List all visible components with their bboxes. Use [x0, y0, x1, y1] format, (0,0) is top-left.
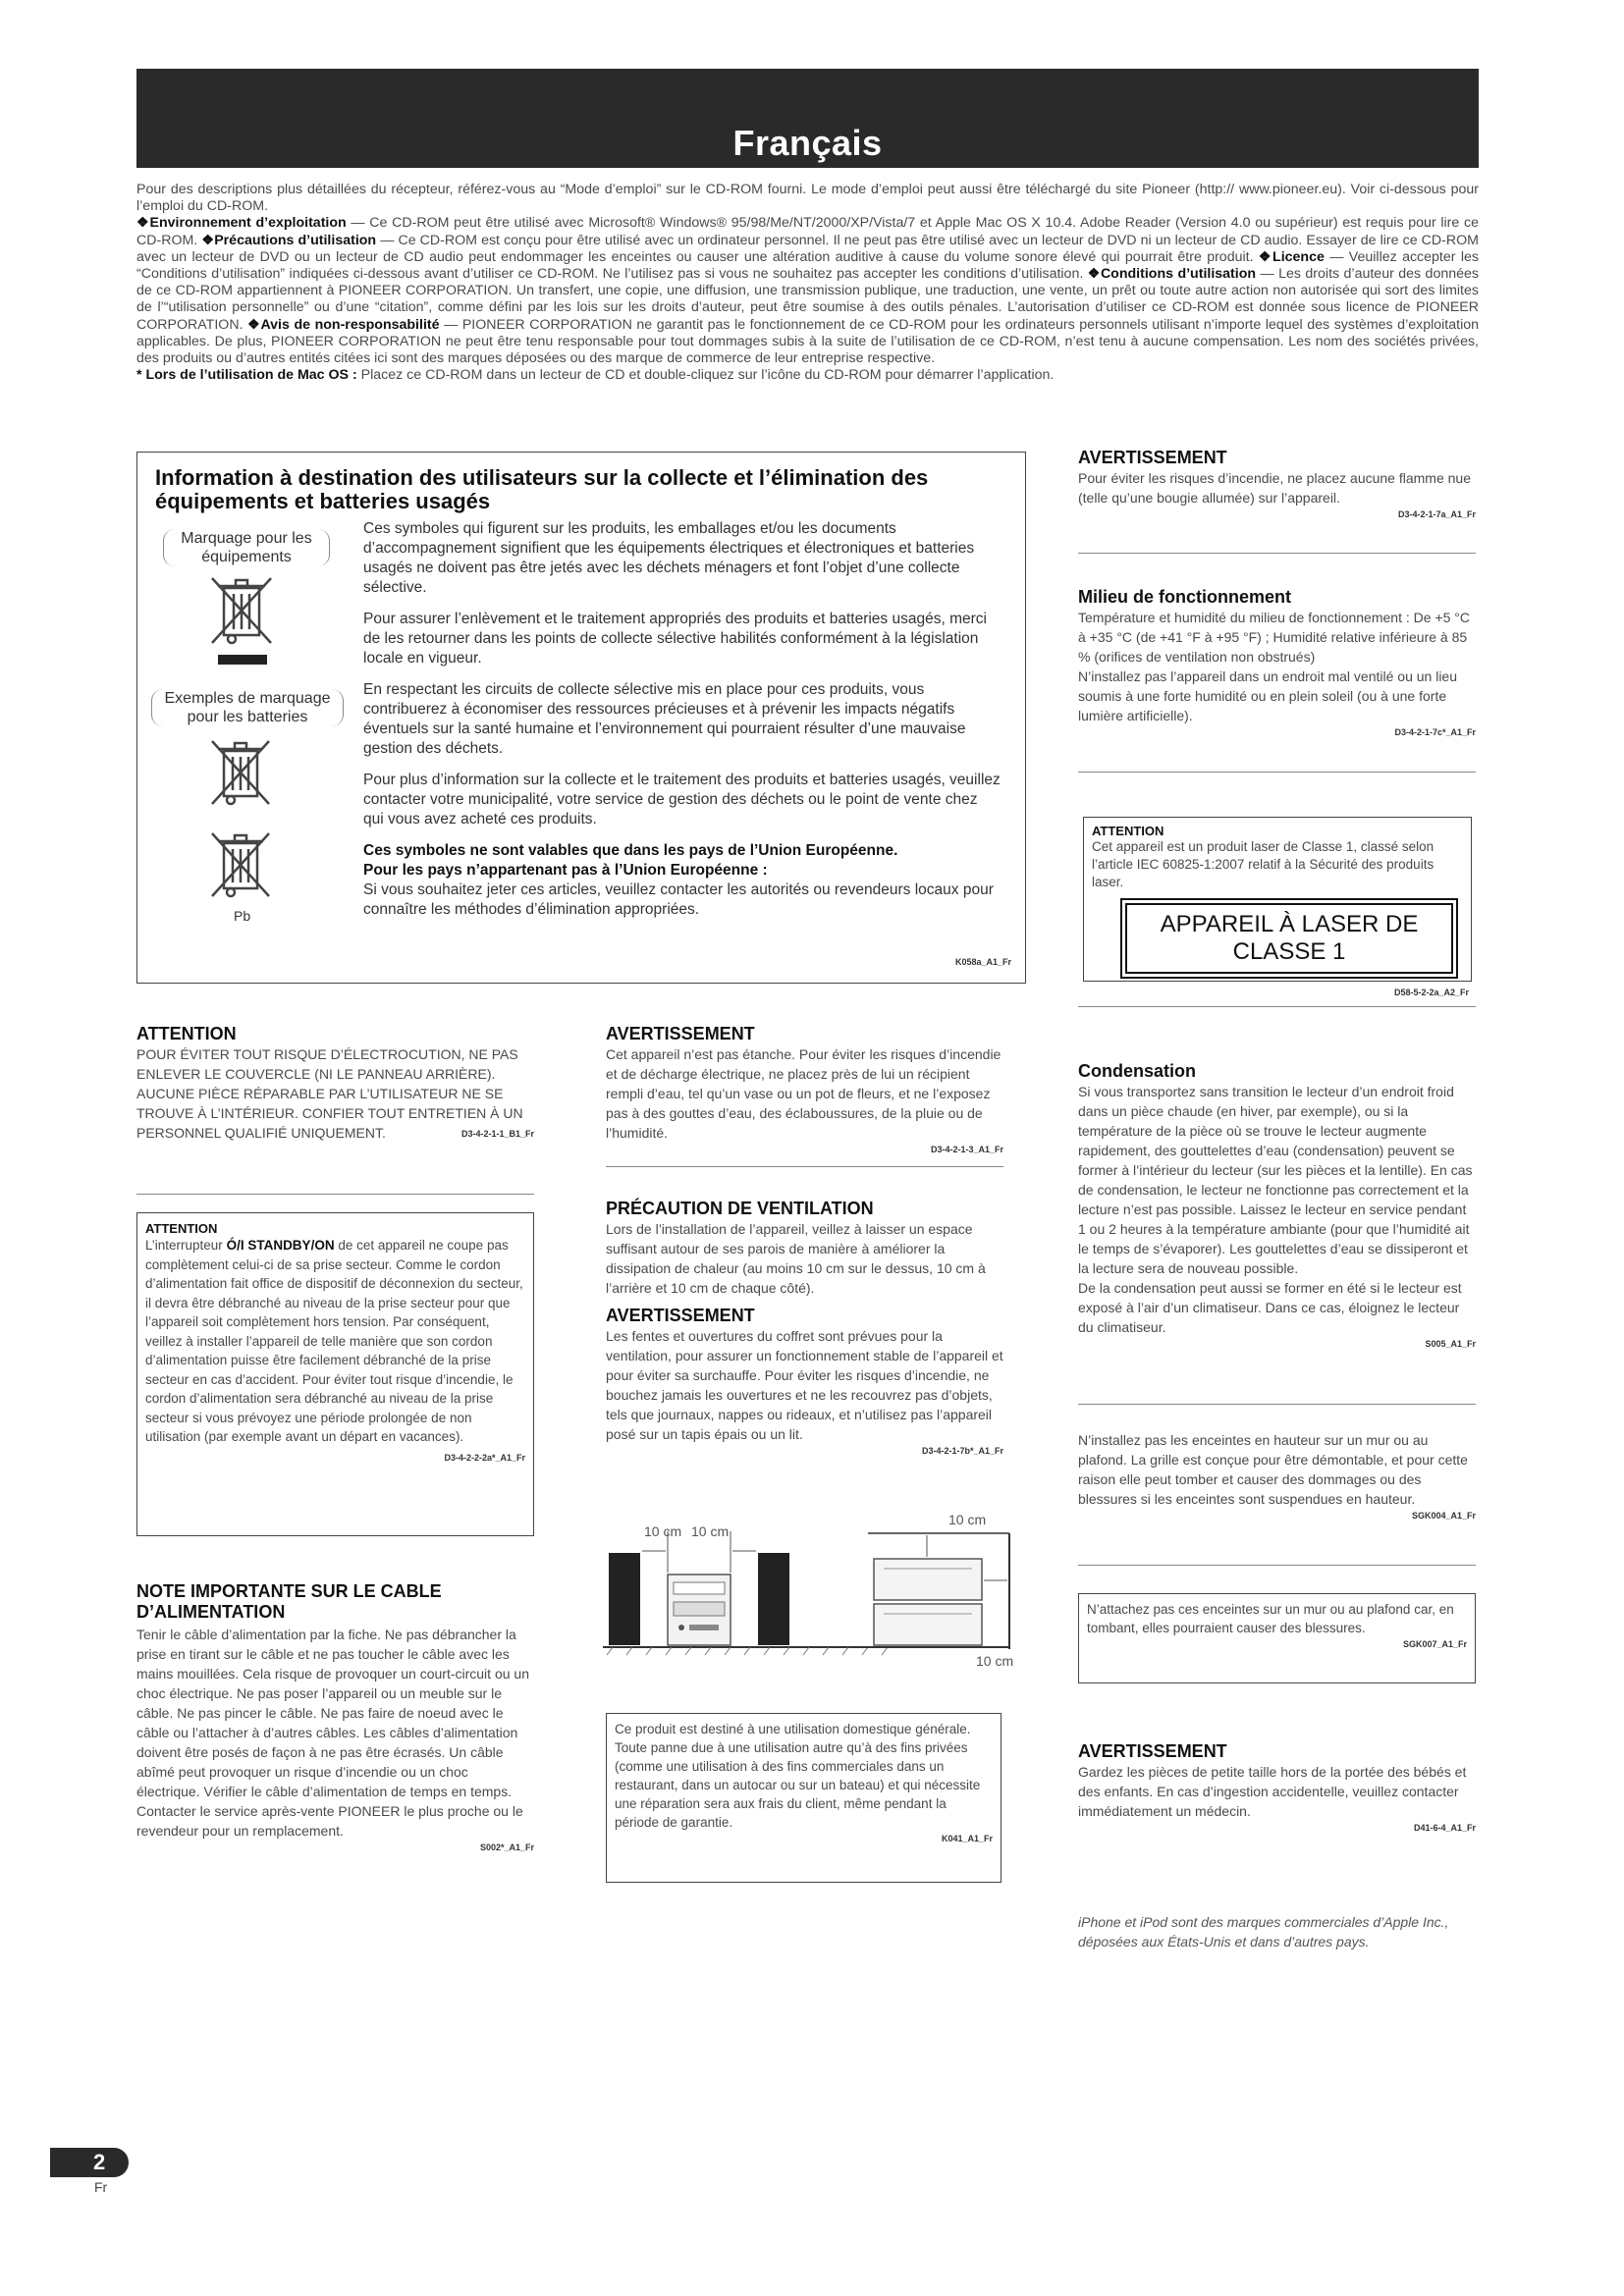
attn-laser-title: ATTENTION [1092, 824, 1164, 838]
enceintes2-code: SGK007_A1_Fr [1402, 1639, 1467, 1649]
weee-code: K058a_A1_Fr [954, 957, 1011, 967]
prec-label: Précautions d’utilisation [214, 232, 377, 248]
attn-laser-code: D58-5-2-2a_A2_Fr [1393, 988, 1469, 997]
condensation-text: Si vous transportez sans transition le lecteur d’un endroit froid dans un pièce chaude (en hiver, par exemple), ou si la température de la pièce où se trouve le lecteur augmente rapidement, des gouttelettes d’eau (condensation) peuvent se former à l’intérieur du lecteur (sur les pièces et la lentille). En cas de condensation, le lecteur ne fonctionne pas correctement et la lecture n’est pas possible. Laissez le lecteur en service pendant 1 ou 2 heures à la température ambiante (pour que l’humidité ait le temps de s’évaporer). Les gouttelettes d’eau se dissiperont et la lecture sera de nouveau possible. De la condensation peut aussi se former en été si le lecteur est exposé à l’air d’un climatiseur. Dans ce cas, éloignez le lecteur du climatiseur. [1078, 1084, 1473, 1335]
enceintes-text: N’installez pas les enceintes en hauteur sur un mur ou au plafond. La grille est conçue pour être démontable, et pour cette raison elle peut tomber et causer des dommages ou des blessures si les enceintes sont suspendues en hauteur. [1078, 1432, 1468, 1507]
divider [606, 1166, 1003, 1167]
avert2-title: AVERTISSEMENT [1078, 1741, 1227, 1761]
page-title: Français [732, 123, 883, 163]
condensation-title: Condensation [1078, 1061, 1196, 1081]
standby-attention-box [136, 1212, 534, 1536]
weee-p2: Pour assurer l’enlèvement et le traitement appropriés des produits et batteries usagés, merci de les retourner dans les points de collecte sélective habilités conformément à la législation locale en vigueur. [363, 611, 987, 667]
attn2-pre: L’interrupteur [145, 1238, 227, 1253]
mid-avert2-code: D3-4-2-1-7b*_A1_Fr [921, 1446, 1003, 1456]
mac-text: Placez ce CD-ROM dans un lecteur de CD et double-cliquez sur l’icône du CD-ROM pour démarrer l’application. [356, 367, 1055, 384]
milieu-text: Température et humidité du milieu de fonctionnement : De +5 °C à +35 °C (de +41 °F à +95 °F) ; Humidité relative inférieure à 85 % (orifices de ventilation non obstrués) N’installez pas l’appareil dans un endroit mal ventilé ou un lieu soumis à une forte humidité ou en plein soleil (ou à une forte lumière artificielle). [1078, 610, 1470, 723]
pb-label: Pb [234, 908, 251, 924]
cond-label: Conditions d’utilisation [1100, 266, 1257, 283]
prec-text: — Ce CD-ROM est conçu pour être utilisé avec un ordinateur personnel. Il ne peut pas être utilisé avec un lecteur de DVD ni un lecteur de CD audio. Essayer de lire ce CD-ROM avec un lecteur de DVD ou un lecteur de CD audio peut endommager les enceintes ou causer une altération auditive à cause du volume sonore élevé qui pourrait être produit. [136, 232, 1479, 265]
avertissement-flamme [1078, 448, 1476, 519]
attn1-title: ATTENTION [136, 1024, 237, 1043]
note-cable [136, 1581, 534, 1852]
vent-title: PRÉCAUTION DE VENTILATION [606, 1199, 874, 1218]
mac-label: * Lors de l’utilisation de Mac OS : [136, 367, 357, 384]
note-text: Tenir le câble d’alimentation par la fiche. Ne pas débrancher la prise en tirant sur le câble et ne pas toucher le câble avec les mains mouillées. Cela risque de provoquer un court-circuit ou un choc électrique. Ne pas poser l’appareil ou un meuble sur le câble. Ne pas pincer le câble. Ne pas faire de noeud avec le câble ou l’attacher à d’autres câbles. Les câbles d’alimentation doivent être posés de façon à ne pas être écrasés. Un câble abîmé peut provoquer un risque d’incendie ou un choc électrique. Vérifier le câble d’alimentation de temps en temps. Contacter le service après-vente PIONEER le plus proche ou le revendeur pour un remplacement. [136, 1627, 529, 1839]
attn1-code: D3-4-2-1-1_B1_Fr [460, 1129, 534, 1139]
weee-title: Information à destination des utilisateurs sur la collecte et l’élimination des équipements et batteries usagés [155, 465, 929, 513]
weee-p4: Pour plus d’information sur la collecte et le traitement des produits et batteries usagés, veuillez contacter votre municipalité, votre service de gestion des déchets ou le point de vente chez qui vous avez acheté ces produits. [363, 772, 1001, 828]
dom-text: Ce produit est destiné à une utilisation domestique générale. Toute panne due à une utilisation autre qu’à des fins privées (comme une utilisation à des fins commerciales dans un restaurant, dans un autocar ou sur un bateau) et qui nécessite une réparation sera aux frais du client, même pendant la période de garantie. [615, 1722, 981, 1830]
env-label: Environnement d’exploitation [149, 215, 347, 232]
mid-avert-title: AVERTISSEMENT [606, 1024, 755, 1043]
milieu-title: Milieu de fonctionnement [1078, 587, 1292, 607]
avert2-code: D41-6-4_A1_Fr [1413, 1823, 1476, 1833]
env-text: — Ce CD-ROM peut être utilisé avec Microsoft® Windows® 95/98/Me/NT/2000/XP/Vista/7 et Apple Mac OS X 10.4. Adobe Reader (Version 4.0 ou supérieur) est requis pour lire ce CD-ROM. [136, 215, 1479, 248]
divider [136, 1194, 534, 1195]
weee-info-box [136, 452, 1026, 984]
attn2-text: de cet appareil ne coupe pas complètement celui-ci de sa prise secteur. Comme le cordon d’alimentation fait office de dispositif de déconnexion du secteur, il devra être débranché au niveau de la prise secteur pour que l’appareil soit complètement hors tension. Par conséquent, veillez à installer l’appareil de telle manière que son cordon d’alimentation puisse être facilement débranché de la prise secteur en cas d’accident. Pour éviter tout risque d’incendie, le cordon d’alimentation sera débranché au niveau de la prise secteur si vous prévoyez une période prolongée de non utilisation (par exemple avant un départ en vacances). [145, 1238, 523, 1444]
divider [1078, 772, 1476, 773]
laser-class-label [1125, 903, 1453, 974]
ventilation-diagram [603, 1512, 1020, 1669]
cond-text: — Les droits d’auteur des données de ce CD-ROM appartiennent à PIONEER CORPORATION. Un transfert, une copie, une diffusion, une transmission publique, une traduction, une vente, un prêt ou toute autre action non autorisée qui sort des limites de l’“utilisation personnelle” ou d’une “citation”, comme défini par les lois sur les droits d’auteur, peut être soumise à des outils pénales. L’autorisation d’utiliser ce CD-ROM est donnée sous licence de PIONEER CORPORATION. [136, 266, 1479, 333]
battery-bin-icon [208, 737, 273, 814]
standby-switch-label: Ó/I STANDBY/ON [226, 1238, 335, 1253]
equipment-marking-label: Marquage pour les équipements [163, 529, 330, 566]
dim-side-right: 10 cm [691, 1523, 730, 1539]
ventilation-section [606, 1199, 1003, 1456]
dim-side-left: 10 cm [644, 1523, 682, 1539]
mid-avert-code: D3-4-2-1-3_A1_Fr [930, 1145, 1003, 1154]
milieu-fonctionnement [1078, 587, 1476, 737]
attn-laser-text: Cet appareil est un produit laser de Classe 1, classé selon l’article IEC 60825-1:2007 relatif à la Sécurité des produits laser. [1092, 839, 1435, 889]
weee-p3: En respectant les circuits de collecte sélective mis en place pour ces produits, vous contribuerez à économiser des ressources précieuses et à prévenir les impacts négatifs éventuels sur la santé humaine et l’environnement qui pourraient résulter d’une mauvaise gestion des déchets. [363, 681, 966, 757]
battery-marking-label: Exemples de marquage pour les batteries [151, 689, 344, 726]
enceintes-box [1078, 1593, 1476, 1683]
attn2-text-block [145, 1236, 525, 1447]
enceintes-code: SGK004_A1_Fr [1411, 1511, 1476, 1521]
intro-conditions: ❖Environnement d’exploitation — Ce CD-ROM peut être utilisé avec Microsoft® Windows® 95/98/Me/NT/2000/XP/Vista/7 et Apple Mac OS X 10.4. Adobe Reader (Version 4.0 ou supérieur) est requis pour lire ce CD-ROM. ❖Précautions d’utilisation — Ce CD-ROM est conçu pour être utilisé avec un ordinateur personnel. Il ne peut pas être utilisé avec un lecteur de DVD ni un lecteur de CD audio. Essayer de lire ce CD-ROM avec un lecteur de DVD ou un lecteur de CD audio peut endommager les enceintes ou causer une altération auditive à cause du volume sonore élevé qui pourrait être produit. ❖Licence — Veuillez accepter les “Conditions d’utilisation” indiquées ci-dessous avant d’utiliser ce CD-ROM. Ne l’utilisez pas si vous ne souhaitez pas accepter les conditions d’utilisation. ❖Conditions d’utilisation — Les droits d’auteur des données de ce CD-ROM appartiennent à PIONEER CORPORATION. Un transfert, une copie, une diffusion, une transmission publique, une traduction, une vente, un prêt ou toute autre action non autorisée qui sort des limites de l’“utilisation personnelle” ou d’une “citation”, comme défini par les lois sur les droits d’auteur, peut être soumise à des outils pénales. L’autorisation d’utiliser ce CD-ROM est donnée sous licence de PIONEER CORPORATION. ❖Avis de non-responsabilité — PIONEER CORPORATION ne garantit pas le fonctionnement de ce CD-ROM pour les ordinateurs personnels utilisant n’importe lequel des systèmes d’exploitation applicables. De plus, PIONEER CORPORATION ne peut être tenu responsable pour tout dommages subis à la suite de l’utilisation de ce CD-ROM, n’est tenu à aucune compensation. Les nom des sociétés privées, des produits ou d’autres entités citées ici sont des marques déposées ou des marque de commerce de leur entreprise respective. [136, 215, 1480, 367]
domestic-use-box [606, 1713, 1001, 1883]
weee-b2: Pour les pays n’appartenant pas à l’Union Européenne : [363, 862, 768, 879]
lic-label: Licence [1272, 248, 1325, 265]
dim-rear: 10 cm [976, 1653, 1014, 1669]
language-code: Fr [94, 2179, 108, 2195]
condensation-code: S005_A1_Fr [1425, 1339, 1476, 1349]
battery-pb-bin-icon [208, 829, 273, 906]
enceintes-note [1078, 1430, 1476, 1521]
note-code: S002*_A1_Fr [479, 1842, 534, 1852]
divider [1078, 1565, 1476, 1566]
avertissement-eau [606, 1024, 1003, 1154]
condensation-section [1078, 1061, 1476, 1349]
page-number: 2 [50, 2148, 129, 2177]
divider [1078, 1404, 1476, 1405]
mid-avert2-title: AVERTISSEMENT [606, 1306, 755, 1325]
intro-paragraph: Pour des descriptions plus détaillées du récepteur, référez-vous au “Mode d’emploi” sur le CD-ROM fourni. Le mode d’emploi peut aussi être téléchargé du site Pioneer (http:// www.pioneer.eu). Voir ci-dessous pour l’emploi du CD-ROM. [136, 182, 1479, 215]
milieu-code: D3-4-2-1-7c*_A1_Fr [1394, 727, 1476, 737]
weee-text [363, 519, 1001, 920]
vent-text: Lors de l’installation de l’appareil, veillez à laisser un espace suffisant autour de ses parois de manière à améliorer la dissipation de chaleur (au moins 10 cm sur le dessus, 10 cm à l’arrière et 10 cm de chaque côté). [606, 1221, 986, 1296]
attn1-text: POUR ÉVITER TOUT RISQUE D’ÉLECTROCUTION, NE PAS ENLEVER LE COUVERCLE (NI LE PANNEAU ARRIÈRE). AUCUNE PIÈCE RÉPARABLE PAR L’UTILISATEUR NE SE TROUVE À L’INTÉRIEUR. CONFIER TOUT ENTRETIEN À UN PERSONNEL QUALIFIÉ UNIQUEMENT. [136, 1046, 523, 1141]
cd-rom-intro [136, 182, 1479, 384]
lic-text: — Veuillez accepter les “Conditions d’utilisation” indiquées ci-dessous avant d’utiliser ce CD-ROM. Ne l’utilisez pas si vous ne souhaitez pas accepter les conditions d’utilisation. [136, 248, 1479, 283]
avis-text: — PIONEER CORPORATION ne garantit pas le fonctionnement de ce CD-ROM pour les ordinateurs personnels utilisant n’importe lequel des systèmes d’exploitation applicables. De plus, PIONEER CORPORATION ne peut être tenu responsable pour tout dommages subis à la suite de l’utilisation de ce CD-ROM, n’est tenu à aucune compensation. Les nom des sociétés privées, des produits ou d’autres entités citées ici sont des marques déposées ou des marque de commerce de leur entreprise respective. [136, 316, 1480, 367]
attention-electrocution [136, 1024, 534, 1139]
avertissement-enfants [1078, 1741, 1476, 1833]
divider [1078, 553, 1476, 554]
weee-p1: Ces symboles qui figurent sur les produits, les emballages et/ou les documents d’accompagnement signifient que les équipements électriques et électroniques et batteries usagés ne doivent pas être jetés avec les déchets ménagers et font l’objet d’une collecte sélective. [363, 520, 975, 596]
avert1-text: Pour éviter les risques d’incendie, ne placez aucune flamme nue (telle qu’une bougie allumée) sur l’appareil. [1078, 470, 1472, 506]
dim-top: 10 cm [948, 1512, 987, 1527]
language-header-bar [136, 69, 1479, 168]
avis-label: Avis de non-responsabilité [260, 316, 440, 333]
enceintes2-text: N’attachez pas ces enceintes sur un mur ou au plafond car, en tombant, elles pourraient causer des blessures. [1087, 1602, 1454, 1635]
weee-b1: Ces symboles ne sont valables que dans les pays de l’Union Européenne. [363, 842, 898, 859]
attn2-title: ATTENTION [145, 1221, 218, 1236]
mid-avert-text: Cet appareil n’est pas étanche. Pour éviter les risques d’incendie et de décharge électrique, ne placez près de lui un récipient rempli d’eau, tel qu’un vase ou un pot de fleurs, et ne l’exposez pas à des gouttes d’eau, des éclaboussures, de la pluie ou de l’humidité. [606, 1046, 1001, 1141]
weee-p5: Si vous souhaitez jeter ces articles, veuillez contacter les autorités ou revendeurs locaux pour connaître les méthodes d’élimination appropriées. [363, 881, 994, 918]
divider [1078, 1006, 1476, 1007]
crossed-bin-icon [208, 574, 277, 672]
avert2-text: Gardez les pièces de petite taille hors de la portée des bébés et des enfants. En cas d’ingestion accidentelle, veuillez contacter immédiatement un médecin. [1078, 1764, 1467, 1819]
note-title: NOTE IMPORTANTE SUR LE CABLE D’ALIMENTATION [136, 1581, 442, 1622]
trademark-note: iPhone et iPod sont des marques commerciales d’Apple Inc., déposées aux États-Unis et dans d’autres pays. [1078, 1914, 1449, 1949]
mac-note [136, 367, 1479, 384]
laser-attention-box [1083, 817, 1472, 982]
mid-avert2-text: Les fentes et ouvertures du coffret sont prévues pour la ventilation, pour assurer un fonctionnement stable de l’appareil et pour éviter sa surchauffe. Pour éviter les risques d’incendie, ne bouchez jamais les ouvertures et ne les recouvrez pas d’objets, tels que journaux, nappes ou rideaux, et n’utilisez pas l’appareil posé sur un tapis épais ou un lit. [606, 1328, 1003, 1442]
avert1-code: D3-4-2-1-7a_A1_Fr [1397, 509, 1476, 519]
avert1-title: AVERTISSEMENT [1078, 448, 1227, 467]
attn2-code: D3-4-2-2-2a*_A1_Fr [444, 1452, 525, 1463]
dom-code: K041_A1_Fr [941, 1834, 993, 1843]
laser-class-text: APPAREIL À LASER DE CLASSE 1 [1160, 911, 1419, 965]
